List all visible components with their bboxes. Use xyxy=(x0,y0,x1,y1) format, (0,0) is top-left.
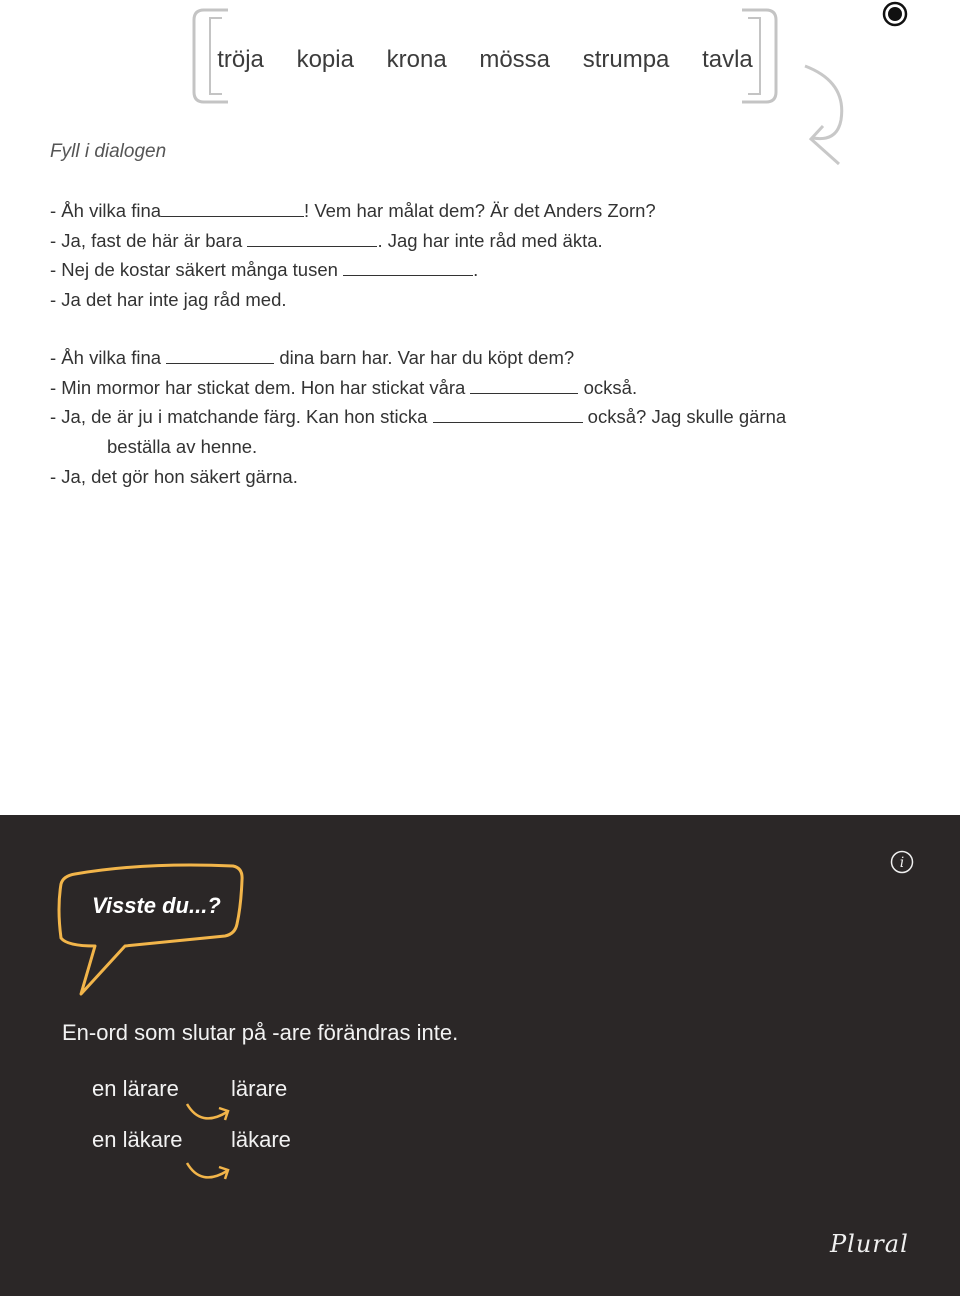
line-text: - Ja, fast de här är bara xyxy=(50,230,248,251)
example-plural: lärare xyxy=(231,1076,288,1101)
word-bank-list xyxy=(190,46,780,74)
speech-bubble-icon xyxy=(55,860,255,1000)
line-text: dina barn har. Var har du köpt dem? xyxy=(274,347,575,368)
line-text: också. xyxy=(578,377,638,398)
answer-blank[interactable] xyxy=(247,232,377,247)
dialogue-line xyxy=(50,347,574,369)
line-text: - Åh vilka fina xyxy=(50,347,167,368)
curved-arrow-icon xyxy=(183,1157,235,1187)
line-text: ! Vem har målat dem? Är det Anders Zorn? xyxy=(304,200,656,221)
line-text: - Min mormor har stickat dem. Hon har stickat våra xyxy=(50,377,471,398)
example-singular: en lärare xyxy=(92,1076,179,1101)
brand-logo: Plural xyxy=(830,1230,909,1258)
word-bank-item: strumpa xyxy=(582,46,670,73)
answer-blank[interactable] xyxy=(166,349,274,364)
example-plural: läkare xyxy=(231,1127,291,1152)
line-text: . xyxy=(473,259,479,280)
word-bank xyxy=(190,6,780,110)
answer-blank[interactable] xyxy=(433,408,583,423)
instruction: Fyll i dialogen xyxy=(50,141,167,162)
grammar-rule: En-ord som slutar på -are förändras inte. xyxy=(62,1020,459,1045)
dialogue-line: - Ja det har inte jag råd med. xyxy=(50,289,287,310)
answer-blank[interactable] xyxy=(343,261,473,276)
answer-blank[interactable] xyxy=(470,379,578,394)
line-text: också? Jag skulle gärna xyxy=(582,406,787,427)
info-title: Visste du...? xyxy=(92,893,221,918)
answer-blank[interactable] xyxy=(161,202,304,217)
line-text: . Jag har inte råd med äkta. xyxy=(377,230,603,251)
line-text: - Ja, de är ju i matchande färg. Kan hon sticka xyxy=(50,406,433,427)
word-bank-item: tavla xyxy=(702,46,753,73)
line-text: - Åh vilka fina xyxy=(50,200,162,221)
info-icon[interactable] xyxy=(890,850,914,874)
curved-arrow-decoration xyxy=(795,62,855,170)
line-text: - Nej de kostar säkert många tusen xyxy=(50,259,344,280)
word-bank-item: kopia xyxy=(296,46,354,73)
word-bank-item: krona xyxy=(386,46,447,73)
dialogue-line xyxy=(50,259,478,281)
example-singular: en läkare xyxy=(92,1127,183,1152)
dialogue-line xyxy=(50,200,656,222)
curved-arrow-icon xyxy=(183,1098,235,1128)
dialogue-line: beställa av henne. xyxy=(107,436,258,457)
radio-selected-icon[interactable] xyxy=(882,1,908,27)
word-bank-item: tröja xyxy=(217,46,264,73)
dialogue-line xyxy=(50,377,637,399)
dialogue-line xyxy=(50,406,786,428)
dialogue-line: - Ja, det gör hon säkert gärna. xyxy=(50,466,298,487)
word-bank-item: mössa xyxy=(479,46,551,73)
dialogue-line xyxy=(50,230,603,252)
info-icon-glyph: i xyxy=(899,855,905,871)
